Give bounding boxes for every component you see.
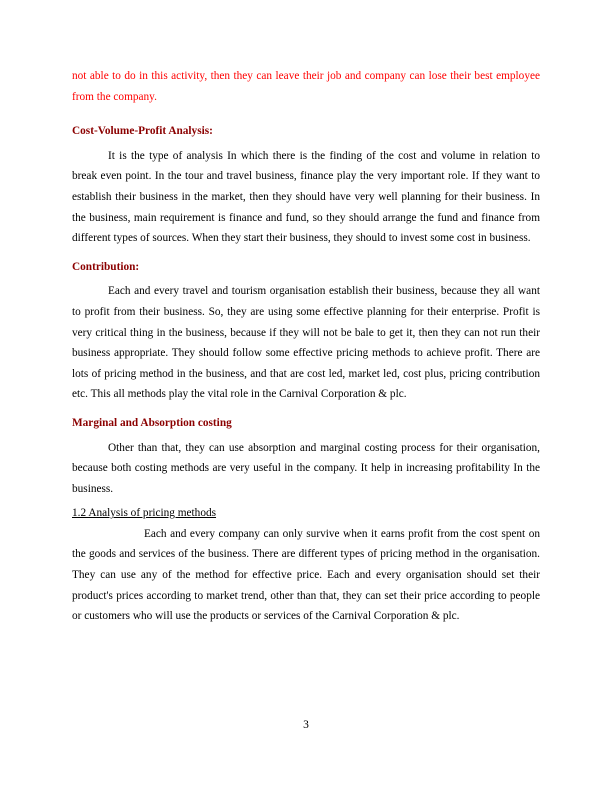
marginal-absorption-paragraph: Other than that, they can use absorption and marginal costing process for their organisation, because both costing methods are very useful in the company. It help in increasing profitability In the business. <box>72 441 540 495</box>
intro-paragraph: not able to do in this activity, then they can leave their job and company can lose their best employee from the company. <box>72 70 540 103</box>
marginal-absorption-heading: Marginal and Absorption costing <box>72 416 232 429</box>
contribution-heading: Contribution: <box>72 260 140 273</box>
pricing-methods-heading: 1.2 Analysis of pricing methods <box>72 507 217 520</box>
contribution-paragraph: Each and every travel and tourism organisation establish their business, because they all want to profit from their business. So, they are using some effective planning for their enterprise. Profit is very critical thing in the business, because if they will not be bale to get it, then they can not run their business appropriate. They should follow some effective pricing methods to achieve profit. There are lots of pricing method in the business, and that are cost led, market led, cost plus, pricing contribution etc. This all methods play the vital role in the Carnival Corporation & plc. <box>72 285 540 401</box>
cvp-heading: Cost-Volume-Profit Analysis: <box>72 125 213 138</box>
pricing-methods-paragraph: Each and every company can only survive when it earns profit from the cost spent on the goods and services of the business. There are different types of pricing method in the organisation. They can use any of the method for effective price. Each and every organisation should set their product's prices according to market trend, other than that, they can set their price according to people or customers who will use the products or services of the Carnival Corporation & plc. <box>72 527 540 623</box>
page-number: 3 <box>303 719 309 731</box>
document-body <box>72 66 540 627</box>
cvp-paragraph: It is the type of analysis In which there is the finding of the cost and volume in relation to break even point. In the tour and travel business, finance play the very important role. If they want to establish their business in the market, then they should have very well planning for their business. In the business, main requirement is finance and fund, so they should arrange the fund and finance from different types of sources. When they start their business, they should to invest some cost in business. <box>72 149 540 245</box>
